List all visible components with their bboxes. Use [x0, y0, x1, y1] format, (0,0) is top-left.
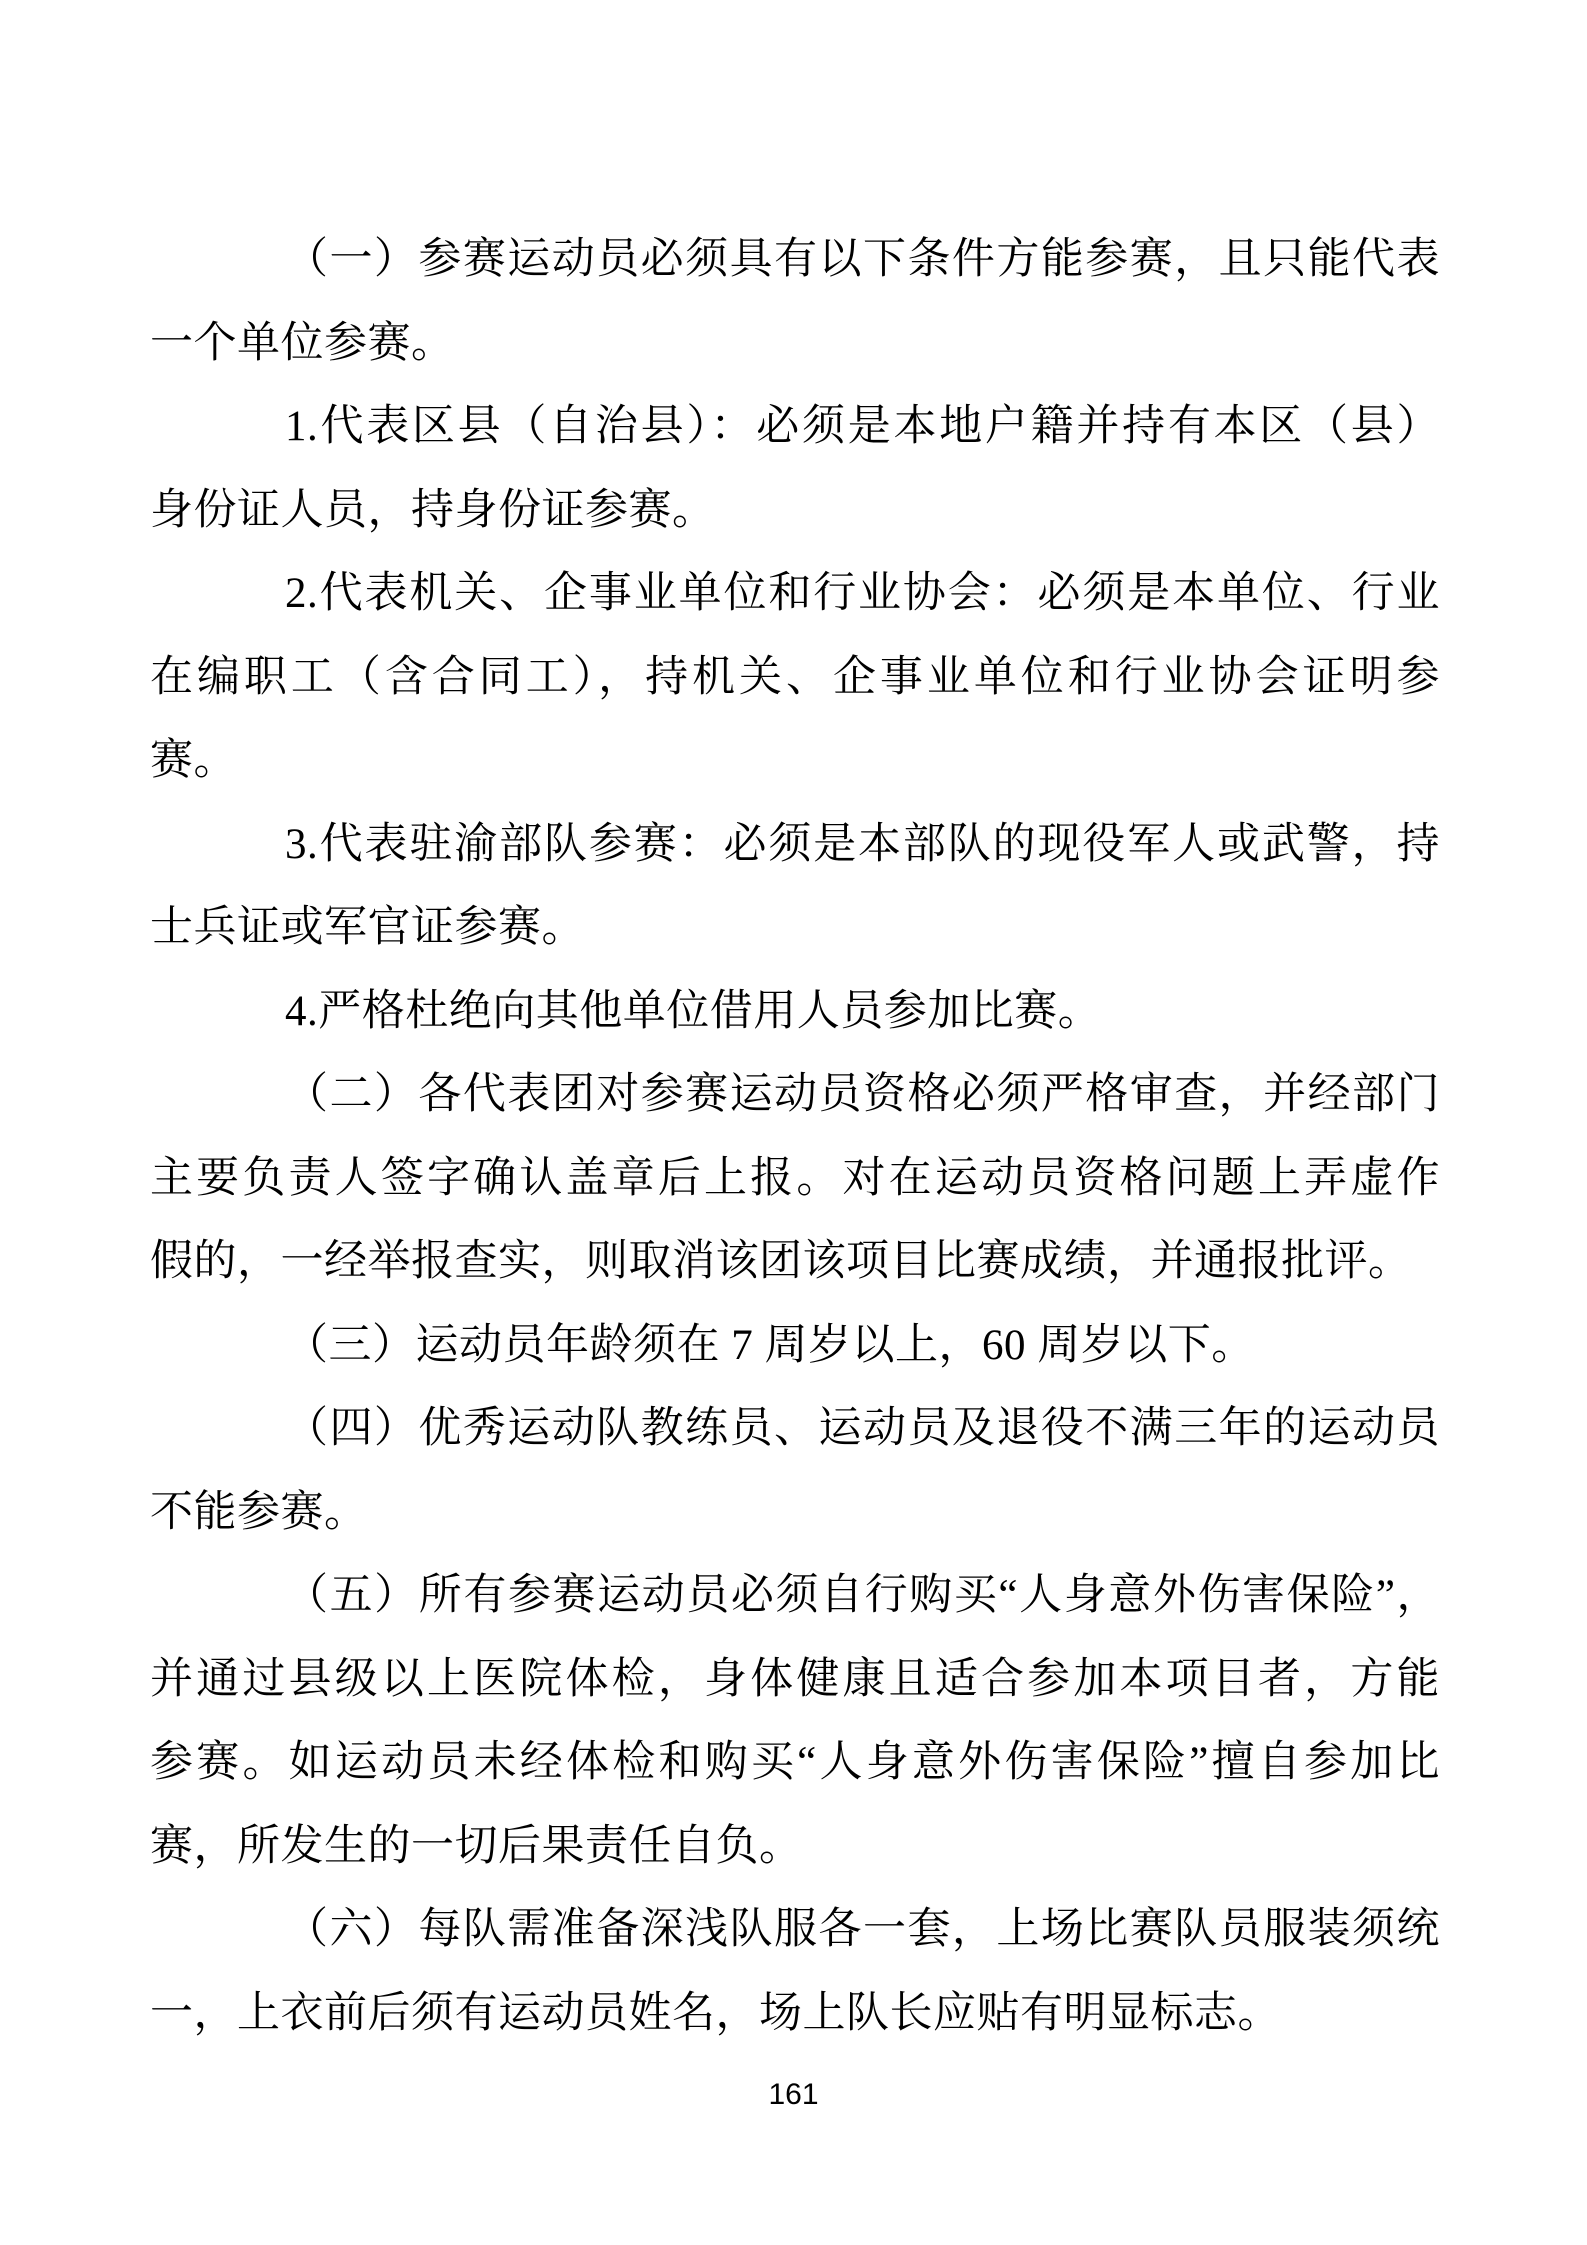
text-line: 在编职工（含合同工），持机关、企事业单位和行业协会证明参 [150, 653, 1440, 701]
text-line: 假的，一经举报查实，则取消该团该项目比赛成绩，并通报批评。 [150, 1238, 1412, 1285]
paragraph [150, 218, 1440, 385]
paragraph [150, 970, 1440, 1054]
paragraph [150, 1387, 1440, 1554]
text-line: （四）优秀运动队教练员、运动员及退役不满三年的运动员 [285, 1405, 1440, 1452]
text-line: （五）所有参赛运动员必须自行购买“人身意外伤害保险”， [285, 1572, 1440, 1619]
paragraph [150, 1554, 1440, 1888]
paragraph [150, 1053, 1440, 1304]
text-line: 主要负责人签字确认盖章后上报。对在运动员资格问题上弄虚作 [150, 1154, 1440, 1202]
document-body [150, 218, 1440, 2055]
text-line: 一个单位参赛。 [150, 319, 455, 367]
text-line: 身份证人员，持身份证参赛。 [150, 486, 716, 534]
paragraph [150, 1888, 1440, 2055]
text-line: 1.代表区县（自治县）：必须是本地户籍并持有本区（县） [285, 403, 1440, 450]
text-line: （六）每队需准备深浅队服各一套，上场比赛队员服装须统 [285, 1906, 1440, 1953]
text-line: 3.代表驻渝部队参赛：必须是本部队的现役军人或武警，持 [285, 820, 1440, 868]
paragraph [150, 1304, 1440, 1388]
text-line: （一）参赛运动员必须具有以下条件方能参赛，且只能代表 [285, 236, 1440, 283]
page-footer [0, 2078, 1587, 2112]
text-line: 赛，所发生的一切后果责任自负。 [150, 1822, 803, 1870]
text-line: 参赛。如运动员未经体检和购买“人身意外伤害保险”擅自参加比 [150, 1739, 1440, 1786]
text-line: 2.代表机关、企事业单位和行业协会：必须是本单位、行业 [285, 570, 1440, 617]
text-line: 不能参赛。 [150, 1488, 368, 1536]
text-line: 一，上衣前后须有运动员姓名，场上队长应贴有明显标志。 [150, 1989, 1281, 2037]
text-line: 并通过县级以上医院体检，身体健康且适合参加本项目者，方能 [150, 1655, 1440, 1703]
paragraph [150, 552, 1440, 803]
text-line: （三）运动员年龄须在 7 周岁以上，60 周岁以下。 [285, 1321, 1255, 1369]
text-line: （二）各代表团对参赛运动员资格必须严格审查，并经部门 [285, 1071, 1440, 1118]
text-line: 赛。 [150, 737, 237, 784]
text-line: 4.严格杜绝向其他单位借用人员参加比赛。 [285, 987, 1102, 1035]
text-line: 士兵证或军官证参赛。 [150, 904, 585, 951]
paragraph [150, 803, 1440, 970]
paragraph [150, 385, 1440, 552]
page-number: 161 [768, 2078, 819, 2111]
